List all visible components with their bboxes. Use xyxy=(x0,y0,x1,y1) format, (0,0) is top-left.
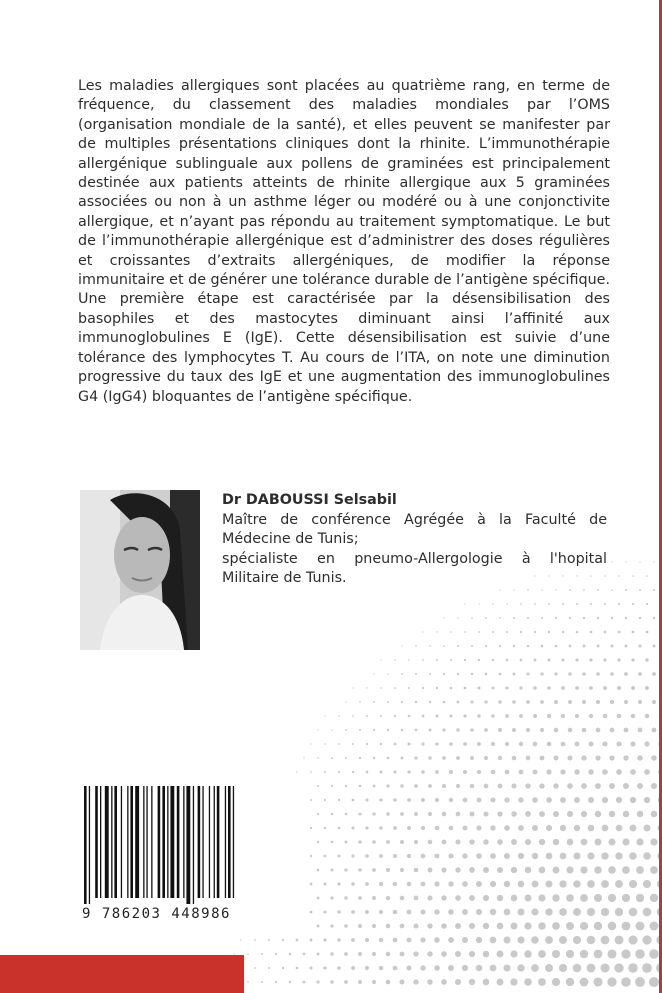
author-photo xyxy=(80,490,200,650)
back-cover-blurb: Les maladies allergiques sont placées au quatrième rang, en terme de fréquence, du classement des maladies mondiales par l’OMS (organisation mondiale de la santé), et elles peuvent se manifester par de multiples présentations cliniques dont la rhinite. L’immunothérapie allergénique sublinguale aux pollens de graminées est principalement destinée aux patients atteints de rhinite allergique aux 5 graminées associées ou non à un asthme léger ou modéré ou à une conjonctivite allergique, et n’ayant pas répondu au traitement symptomatique. Le but de l’immunothérapie allergénique est d’administrer des doses régulières et croissantes d’extraits allergéniques, de modifier la réponse immunitaire et de générer une tolérance durable de l’antigène spécifique. Une première étape est caractérisée par la désensibilisation des basophiles et des mastocytes diminuant ainsi l’affinité aux immunoglobulines E (IgE). Cette désensibilisation est suivie d’une tolérance des lymphocytes T. Au cours de l’ITA, on note une diminution progressive du taux des IgE et une augmentation des immunoglobulines G4 (IgG4) bloquantes de l’antigène spécifique. xyxy=(78,78,610,405)
author-affiliation: Maître de conférence Agrégée à la Faculté de Médecine de Tunis; xyxy=(222,511,607,548)
author-specialty: spécialiste en pneumo-Allergologie à l'hopital Militaire de Tunis. xyxy=(222,550,607,587)
barcode-digits: 9 786203 448986 xyxy=(82,906,231,922)
isbn-barcode xyxy=(82,786,302,904)
bottom-red-band xyxy=(0,955,244,993)
author-block xyxy=(222,491,607,589)
author-name: Dr DABOUSSI Selsabil xyxy=(222,492,397,508)
